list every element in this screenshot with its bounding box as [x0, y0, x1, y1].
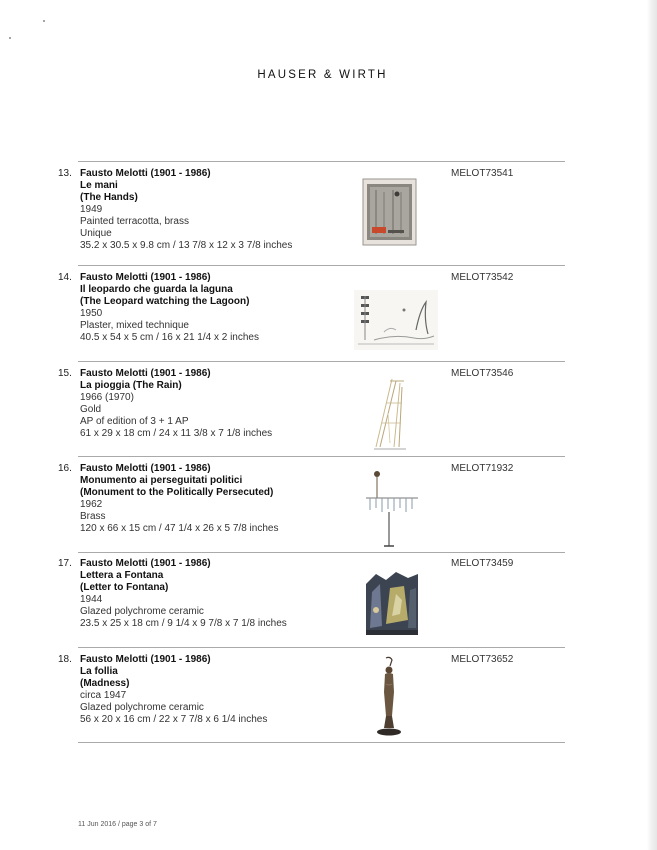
separator-rule — [78, 361, 565, 362]
artwork-year: 1949 — [80, 204, 103, 215]
artwork-title: Monumento ai perseguitati politici — [80, 475, 243, 486]
entry-number: 13. — [58, 168, 72, 179]
entry-text — [80, 272, 355, 344]
separator-rule — [78, 647, 565, 648]
artwork-medium: Brass — [80, 511, 106, 522]
artwork-title-translation: (Monument to the Politically Persecuted) — [80, 487, 274, 498]
artwork-title: Le mani — [80, 180, 118, 191]
entry-text — [80, 368, 355, 440]
scan-speck — [9, 37, 11, 39]
artwork-thumbnail-monument — [362, 468, 422, 550]
artwork-edition: AP of edition of 3 + 1 AP — [80, 416, 189, 427]
artwork-title: La follia — [80, 666, 118, 677]
separator-rule — [78, 265, 565, 266]
artwork-dimensions: 40.5 x 54 x 5 cm / 16 x 21 1/4 x 2 inches — [80, 332, 259, 343]
artwork-medium: Glazed polychrome ceramic — [80, 606, 204, 617]
entry-number: 15. — [58, 368, 72, 379]
artist-name: Fausto Melotti (1901 - 1986) — [80, 463, 211, 474]
entry-number: 18. — [58, 654, 72, 665]
artwork-entry — [0, 463, 645, 558]
artwork-year: 1962 — [80, 499, 103, 510]
inventory-code: MELOT73546 — [451, 368, 514, 379]
entry-text — [80, 168, 355, 252]
artwork-thumbnail-letter-to-fontana — [362, 570, 422, 638]
artwork-dimensions: 23.5 x 25 x 18 cm / 9 1/4 x 9 7/8 x 7 1/8 inches — [80, 618, 287, 629]
entry-number: 14. — [58, 272, 72, 283]
separator-rule — [78, 552, 565, 553]
artwork-title-translation: (The Hands) — [80, 192, 138, 203]
artwork-dimensions: 56 x 20 x 16 cm / 22 x 7 7/8 x 6 1/4 inches — [80, 714, 268, 725]
artwork-medium: Plaster, mixed technique — [80, 320, 189, 331]
separator-rule — [78, 456, 565, 457]
artwork-title: La pioggia (The Rain) — [80, 380, 182, 391]
artwork-entry — [0, 654, 645, 749]
artwork-entry — [0, 272, 645, 367]
artwork-thumbnail-madness — [372, 656, 406, 738]
artwork-year: 1950 — [80, 308, 103, 319]
artwork-dimensions: 35.2 x 30.5 x 9.8 cm / 13 7/8 x 12 x 3 7/8 inches — [80, 240, 293, 251]
artist-name: Fausto Melotti (1901 - 1986) — [80, 558, 211, 569]
artwork-year: 1966 (1970) — [80, 392, 134, 403]
artwork-year: circa 1947 — [80, 690, 127, 701]
inventory-code: MELOT73542 — [451, 272, 514, 283]
artwork-title: Il leopardo che guarda la laguna — [80, 284, 233, 295]
artwork-entry — [0, 168, 645, 263]
artist-name: Fausto Melotti (1901 - 1986) — [80, 368, 211, 379]
artwork-medium: Painted terracotta, brass — [80, 216, 189, 227]
entry-number: 16. — [58, 463, 72, 474]
gallery-logo: HAUSER & WIRTH — [257, 69, 388, 81]
scan-speck — [43, 20, 45, 22]
artwork-dimensions: 61 x 29 x 18 cm / 24 x 11 3/8 x 7 1/8 inches — [80, 428, 273, 439]
artist-name: Fausto Melotti (1901 - 1986) — [80, 272, 211, 283]
artwork-title: Lettera a Fontana — [80, 570, 164, 581]
artwork-title-translation: (The Leopard watching the Lagoon) — [80, 296, 250, 307]
inventory-code: MELOT71932 — [451, 463, 514, 474]
inventory-code: MELOT73459 — [451, 558, 514, 569]
artwork-medium: Gold — [80, 404, 102, 415]
separator-rule — [78, 742, 565, 743]
artwork-dimensions: 120 x 66 x 15 cm / 47 1/4 x 26 x 5 7/8 inches — [80, 523, 279, 534]
artwork-medium: Glazed polychrome ceramic — [80, 702, 204, 713]
artwork-thumbnail-the-hands — [362, 178, 417, 246]
artwork-year: 1944 — [80, 594, 103, 605]
entry-text — [80, 463, 355, 535]
artwork-entry — [0, 368, 645, 463]
artwork-title-translation: (Letter to Fontana) — [80, 582, 169, 593]
scan-page-edge — [647, 0, 657, 850]
artist-name: Fausto Melotti (1901 - 1986) — [80, 168, 211, 179]
entry-text — [80, 558, 355, 630]
artwork-edition: Unique — [80, 228, 112, 239]
separator-rule — [78, 161, 565, 162]
page-footer: 11 Jun 2016 / page 3 of 7 — [78, 821, 157, 828]
artwork-thumbnail-leopard-lagoon — [354, 290, 438, 350]
artwork-thumbnail-the-rain — [366, 373, 416, 453]
entry-number: 17. — [58, 558, 72, 569]
inventory-code: MELOT73652 — [451, 654, 514, 665]
artwork-title-translation: (Madness) — [80, 678, 130, 689]
artwork-entry — [0, 558, 645, 653]
artist-name: Fausto Melotti (1901 - 1986) — [80, 654, 211, 665]
inventory-code: MELOT73541 — [451, 168, 514, 179]
entry-text — [80, 654, 355, 726]
